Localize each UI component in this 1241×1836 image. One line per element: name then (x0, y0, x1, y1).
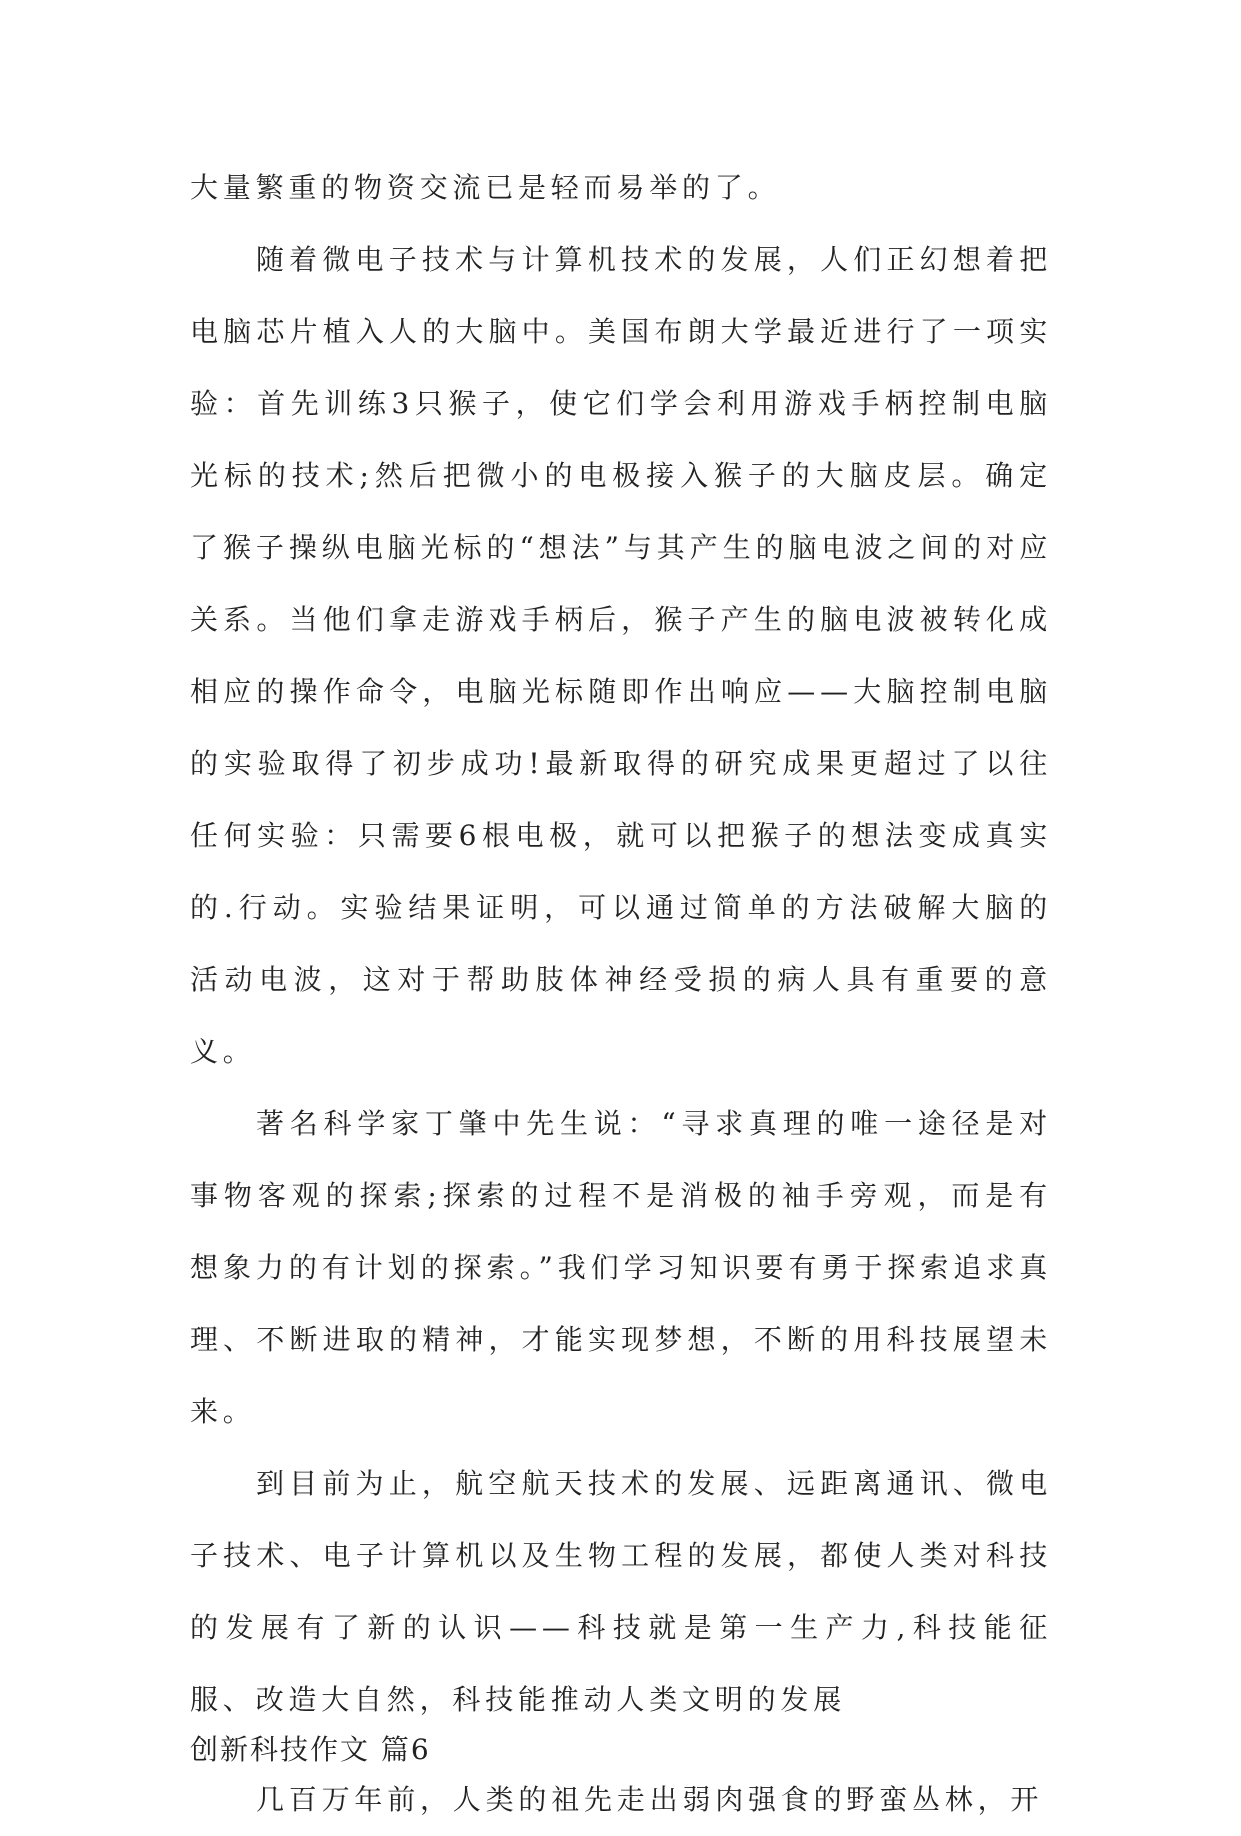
paragraph-tech-development: 到目前为止，航空航天技术的发展、远距离通讯、微电子技术、电子计算机以及生物工程的发展，都使人类对科技的发展有了新的认识——科技就是第一生产力,科技能征服、改造大自然，科技能推动人类文明的发展 (190, 1467, 1052, 1716)
section-heading: 创新科技作文 篇6 (190, 1733, 431, 1766)
paragraph-continued: 大量繁重的物资交流已是轻而易举的了。 (190, 171, 781, 204)
paragraph-new-section: 几百万年前，人类的祖先走出弱肉强食的野蛮丛林，开 (256, 1783, 1044, 1816)
document-body (190, 152, 1052, 1836)
paragraph-brain-experiment: 随着微电子技术与计算机技术的发展，人们正幻想着把电脑芯片植入人的大脑中。美国布朗大学最近进行了一项实验：首先训练3只猴子，使它们学会利用游戏手柄控制电脑光标的技术;然后把微小的电极接入猴子的大脑皮层。确定了猴子操纵电脑光标的“想法”与其产生的脑电波之间的对应关系。当他们拿走游戏手柄后，猴子产生的脑电波被转化成相应的操作命令，电脑光标随即作出响应——大脑控制电脑的实验取得了初步成功!最新取得的研究成果更超过了以往任何实验：只需要6根电极，就可以把猴子的想法变成真实的.行动。实验结果证明，可以通过简单的方法破解大脑的活动电波，这对于帮助肢体神经受损的病人具有重要的意义。 (190, 243, 1052, 1068)
paragraph-quote: 著名科学家丁肇中先生说：“寻求真理的唯一途径是对事物客观的探索;探索的过程不是消极的袖手旁观，而是有想象力的有计划的探索。”我们学习知识要有勇于探索追求真理、不断进取的精神，才能实现梦想，不断的用科技展望未来。 (190, 1107, 1052, 1428)
